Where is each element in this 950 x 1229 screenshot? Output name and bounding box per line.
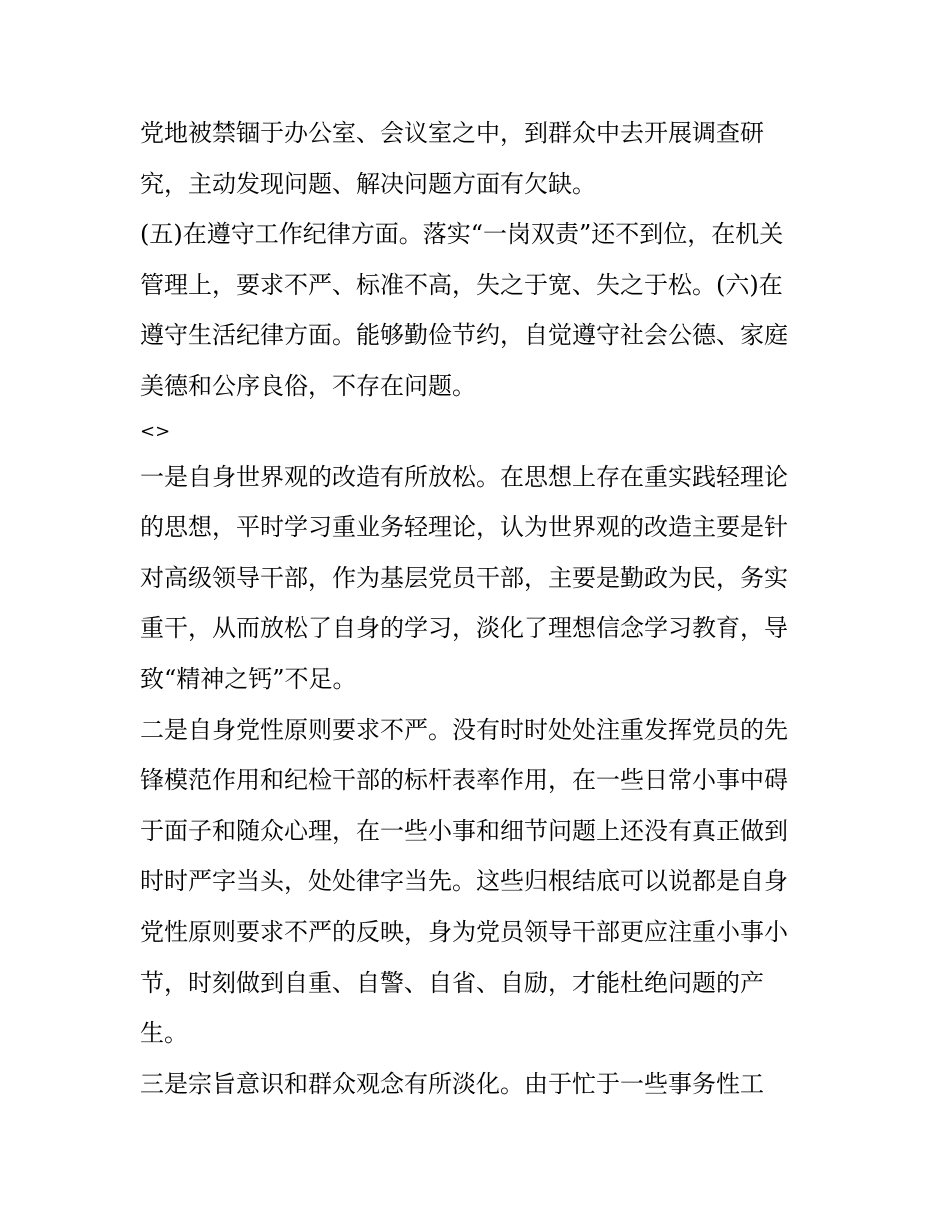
- text-line: 生。: [140, 1019, 188, 1048]
- text-line: 时时严字当头，处处律字当先。这些归根结底可以说都是自身: [140, 867, 788, 896]
- text-line: 锋模范作用和纪检干部的标杆表率作用，在一些日常小事中碍: [140, 766, 788, 795]
- text-line: 遵守生活纪律方面。能够勤俭节约，自觉遵守社会公德、家庭: [140, 321, 788, 350]
- text-line: 对高级领导干部，作为基层党员干部，主要是勤政为民，务实: [140, 563, 788, 592]
- text-line: 节，时刻做到自重、自警、自省、自励，才能杜绝问题的产: [140, 968, 764, 997]
- text-line: 致“精神之钙”不足。: [140, 664, 357, 693]
- text-line: 管理上，要求不严、标准不高，失之于宽、失之于松。(六)在: [140, 270, 783, 299]
- text-line: 党地被禁锢于办公室、会议室之中，到群众中去开展调查研: [140, 119, 764, 147]
- text-line: (五)在遵守工作纪律方面。落实“一岗双责”还不到位，在机关: [140, 220, 784, 249]
- text-line: 的思想，平时学习重业务轻理论，认为世界观的改造主要是针: [140, 513, 788, 542]
- text-line: 于面子和随众心理，在一些小事和细节问题上还没有真正做到: [140, 816, 788, 845]
- text-line: 三是宗旨意识和群众观念有所淡化。由于忙于一些事务性工: [140, 1069, 764, 1098]
- text-line: 究，主动发现问题、解决问题方面有欠缺。: [140, 169, 596, 198]
- text-line: 美德和公序良俗，不存在问题。: [140, 371, 476, 400]
- text-line: 二是自身党性原则要求不严。没有时时处处注重发挥党员的先: [140, 715, 788, 744]
- body-text: [140, 108, 820, 1109]
- text-line: 重干，从而放松了自身的学习，淡化了理想信念学习教育，导: [140, 614, 788, 643]
- section-marker: <>: [140, 420, 171, 442]
- text-line: 一是自身世界观的改造有所放松。在思想上存在重实践轻理论: [140, 462, 788, 491]
- text-line: 党性原则要求不严的反映，身为党员领导干部更应注重小事小: [140, 917, 788, 946]
